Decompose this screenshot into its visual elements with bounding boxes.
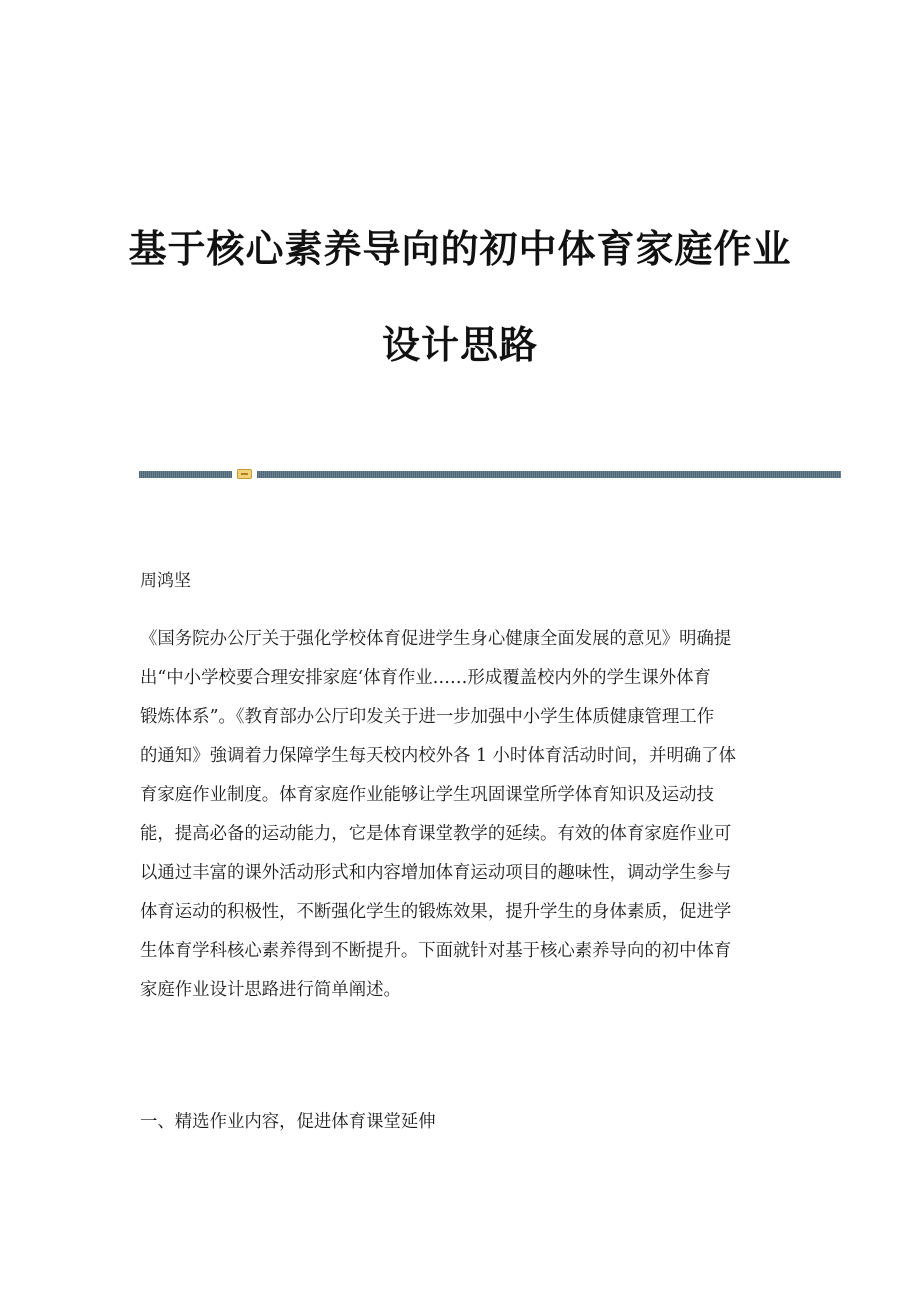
divider-ornament-icon — [237, 469, 252, 479]
author-name: 周鸿坚 — [140, 571, 191, 591]
paragraph-line: 生体育学科核心素养得到不断提升。下面就针对基于核心素养导向的初中体育 — [140, 941, 732, 961]
paragraph-line: 出“中小学校要合理安排家庭‘体育作业……形成覆盖校内外的学生课外体育 — [140, 668, 711, 688]
document-title-line-1: 基于核心素养导向的初中体育家庭作业 — [128, 227, 792, 271]
document-title-line-2: 设计思路 — [381, 323, 538, 367]
divider-bar-right — [257, 471, 841, 478]
paragraph-line: 的通知》強调着力保障学生每天校内校外各 1 小时体育活动时间，并明确了体 — [140, 746, 737, 766]
intro-paragraph — [140, 620, 780, 1010]
paragraph-line: 育家庭作业制度。体育家庭作业能够让学生巩固课堂所学体育知识及运动技 — [140, 785, 714, 805]
section-heading: 一、精选作业内容，促进体育课堂延伸 — [140, 1112, 436, 1132]
divider-bar-left — [139, 471, 232, 478]
title-divider — [139, 468, 841, 480]
paragraph-line: 体育运动的积极性，不断强化学生的锻炼效果，提升学生的身体素质，促进学 — [140, 902, 732, 922]
paragraph-line: 以通过丰富的课外活动形式和内容增加体育运动项目的趣味性，调动学生参与 — [140, 863, 732, 883]
paragraph-line: 《国务院办公厅关于强化学校体育促进学生身心健康全面发展的意见》明确提 — [140, 629, 732, 649]
paragraph-line: 能，提高必备的运动能力，它是体育课堂教学的延续。有效的体育家庭作业可 — [140, 824, 732, 844]
paragraph-line: 家庭作业设计思路进行简单阐述。 — [140, 980, 401, 1000]
paragraph-line: 锻炼体系”。《教育部办公厅印发关于进一步加强中小学生体质健康管理工作 — [140, 707, 715, 727]
